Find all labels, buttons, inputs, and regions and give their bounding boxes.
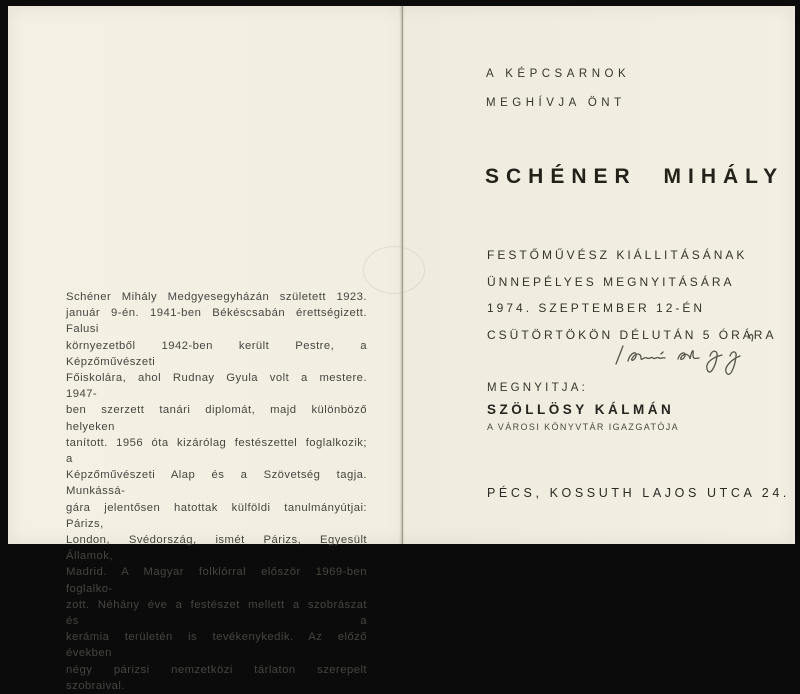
biography-line: környezetből 1942-ben került Pestre, a Képzőművészeti <box>66 339 367 368</box>
biography-line: zott. Néhány éve a festészet mellett a szobrászat és a <box>66 598 367 628</box>
biography-paragraph <box>66 289 367 694</box>
biography-line: kerámia területén is tevékenykedik. Az előző években <box>66 631 367 660</box>
biography-line: Főiskolára, ahol Rudnay Gyula volt a mestere. 1947- <box>66 372 367 401</box>
event-line: FESTŐMŰVÉSZ KIÁLLITÁSÁNAK <box>487 248 748 262</box>
invites-you-line: MEGHÍVJA ÖNT <box>486 97 626 109</box>
biography-line: Képzőművészeti Alap és a Szövetség tagja. Munkássá- <box>66 469 367 498</box>
biography-line: január 9-én. 1941-ben Békéscsabán érettségizett. Falusi <box>66 307 367 336</box>
paper-stain-mark <box>363 246 425 294</box>
biography-line: Madrid. A Magyar folklórral először 1969-ben foglalko- <box>66 566 367 595</box>
invitation-card <box>8 6 795 692</box>
artist-name-title: SCHÉNER MIHÁLY <box>485 165 785 188</box>
handwritten-annotation <box>606 326 766 388</box>
biography-line: négy párizsi nemzetközi tárlaton szerepelt szobraival. <box>66 663 367 692</box>
inviter-line: A KÉPCSARNOK <box>486 68 631 80</box>
biography-line: ben szerzett tanári diplomát, majd különböző helyeken <box>66 404 367 433</box>
biography-line: Schéner Mihály Medgyesegyházán született 1923. <box>66 291 367 303</box>
opener-name: SZÖLLÖSY KÁLMÁN <box>487 402 675 417</box>
biography-line: London, Svédország, ismét Párizs, Egyesült Államok, <box>66 534 367 563</box>
event-line: CSÜTÖRTÖKÖN DÉLUTÁN 5 ÓRÁRA <box>487 327 777 342</box>
biography-line: gára jelentősen hatottak külföldi tanulmányútjai: Párizs, <box>66 501 367 530</box>
opener-job-title: A VÁROSI KÖNYVTÁR IGAZGATÓJA <box>487 422 680 432</box>
opened-by-label: MEGNYITJA: <box>487 382 589 394</box>
biography-line: tanított. 1956 óta kizárólag festészettel foglalkozik; a <box>66 436 367 466</box>
venue-address: PÉCS, KOSSUTH LAJOS UTCA 24. <box>487 486 790 500</box>
event-line: 1974. SZEPTEMBER 12-ÉN <box>487 301 706 315</box>
event-line: ÜNNEPÉLYES MEGNYITÁSÁRA <box>487 274 735 289</box>
